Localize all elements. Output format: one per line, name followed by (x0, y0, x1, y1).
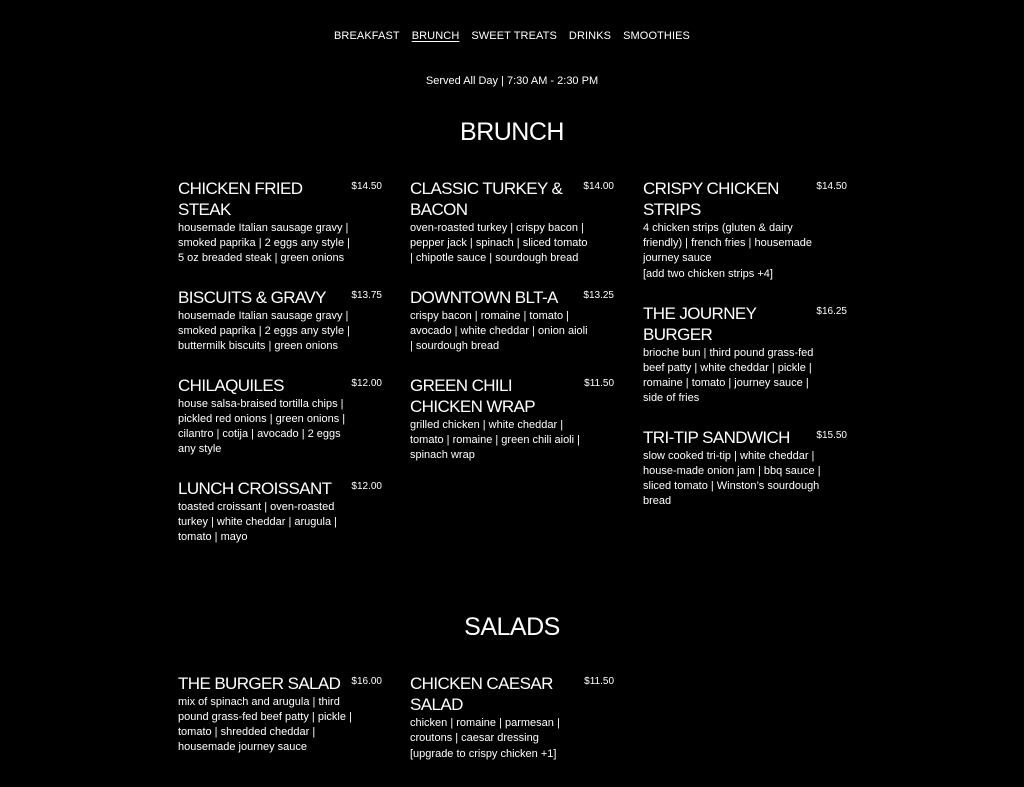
item-price: $12.00 (351, 481, 382, 492)
item-description: brioche bun | third pound grass-fed beef patty | white cheddar | pickle | romaine | tomato | journey sauce | side of fries (643, 347, 814, 404)
nav-brunch[interactable]: BRUNCH (411, 30, 460, 42)
brunch-column-3 (643, 178, 847, 530)
item-price: $13.75 (351, 290, 382, 301)
item-name: THE JOURNEY BURGER (643, 304, 757, 344)
brunch-column-1 (178, 178, 382, 566)
nav-smoothies[interactable]: SMOOTHIES (623, 30, 690, 42)
item-price: $11.50 (584, 676, 614, 687)
item-description: grilled chicken | white cheddar | tomato | romaine | green chili aioli | spinach wrap (410, 419, 580, 461)
menu-item (643, 427, 847, 509)
menu-item (410, 178, 614, 266)
salads-column-1 (178, 673, 382, 776)
item-price: $12.00 (351, 378, 382, 389)
menu-item (178, 478, 382, 545)
item-price: $14.00 (583, 181, 614, 192)
item-price: $16.25 (816, 306, 847, 317)
item-name: CRISPY CHICKEN STRIPS (643, 179, 779, 219)
item-description: house salsa-braised tortilla chips | pickled red onions | green onions | cilantro | cotija | avocado | 2 eggs any style (178, 398, 346, 455)
salads-column-2 (410, 673, 614, 783)
menu-item (643, 303, 847, 406)
item-name: GREEN CHILI CHICKEN WRAP (410, 376, 536, 416)
item-price: $13.25 (583, 290, 614, 301)
nav-breakfast[interactable]: BREAKFAST (334, 30, 400, 42)
menu-item (178, 375, 382, 457)
menu-item (643, 178, 847, 282)
item-name: CHICKEN CAESAR SALAD (410, 674, 553, 714)
item-name: LUNCH CROISSANT (178, 479, 332, 498)
item-name: BISCUITS & GRAVY (178, 288, 326, 307)
item-addon: [upgrade to crispy chicken +1] (410, 748, 557, 760)
service-hours: Served All Day | 7:30 AM - 2:30 PM (425, 75, 599, 87)
item-description: oven-roasted turkey | crispy bacon | pepper jack | spinach | sliced tomato | chipotle sauce | sourdough bread (410, 222, 588, 264)
item-description: toasted croissant | oven-roasted turkey | white cheddar | arugula | tomato | mayo (178, 501, 337, 543)
nav-drinks[interactable]: DRINKS (568, 30, 612, 42)
item-price: $15.50 (816, 430, 847, 441)
menu-nav (0, 30, 1024, 42)
item-price: $14.50 (351, 181, 382, 192)
nav-sweet-treats[interactable]: SWEET TREATS (471, 30, 557, 42)
item-description: slow cooked tri-tip | white cheddar | house-made onion jam | bbq sauce | sliced tomato | Winston’s sourdough bread (643, 450, 821, 507)
menu-item (178, 178, 382, 266)
item-name: THE BURGER SALAD (178, 674, 341, 693)
menu-item (178, 673, 382, 755)
item-description: mix of spinach and arugula | third pound grass-fed beef patty | pickle | tomato | shredded cheddar | housemade journey sauce (178, 696, 352, 753)
item-price: $14.50 (816, 181, 847, 192)
item-name: CLASSIC TURKEY & BACON (410, 179, 563, 219)
salads-section-title: SALADS (464, 613, 560, 641)
item-description: housemade Italian sausage gravy | smoked paprika | 2 eggs any style | buttermilk biscuits | green onions (178, 310, 351, 352)
brunch-column-2 (410, 178, 614, 484)
menu-item (410, 673, 614, 762)
item-price: $11.50 (584, 378, 614, 389)
menu-item (410, 375, 614, 463)
item-description: 4 chicken strips (gluten & dairy friendly) | french fries | housemade journey sauce (643, 222, 812, 264)
item-description: chicken | romaine | parmesan | croutons | caesar dressing (410, 717, 560, 744)
item-price: $16.00 (351, 676, 382, 687)
item-name: CHICKEN FRIED STEAK (178, 179, 303, 219)
item-name: TRI-TIP SANDWICH (643, 428, 790, 447)
menu-item (178, 287, 382, 354)
brunch-section-title: BRUNCH (460, 118, 564, 146)
item-addon: [add two chicken strips +4] (643, 268, 773, 280)
menu-item (410, 287, 614, 354)
item-description: housemade Italian sausage gravy | smoked paprika | 2 eggs any style | 5 oz breaded steak | green onions (178, 222, 351, 264)
item-name: DOWNTOWN BLT-A (410, 288, 558, 307)
item-name: CHILAQUILES (178, 376, 284, 395)
item-description: crispy bacon | romaine | tomato | avocado | white cheddar | onion aioli | sourdough bread (410, 310, 588, 352)
